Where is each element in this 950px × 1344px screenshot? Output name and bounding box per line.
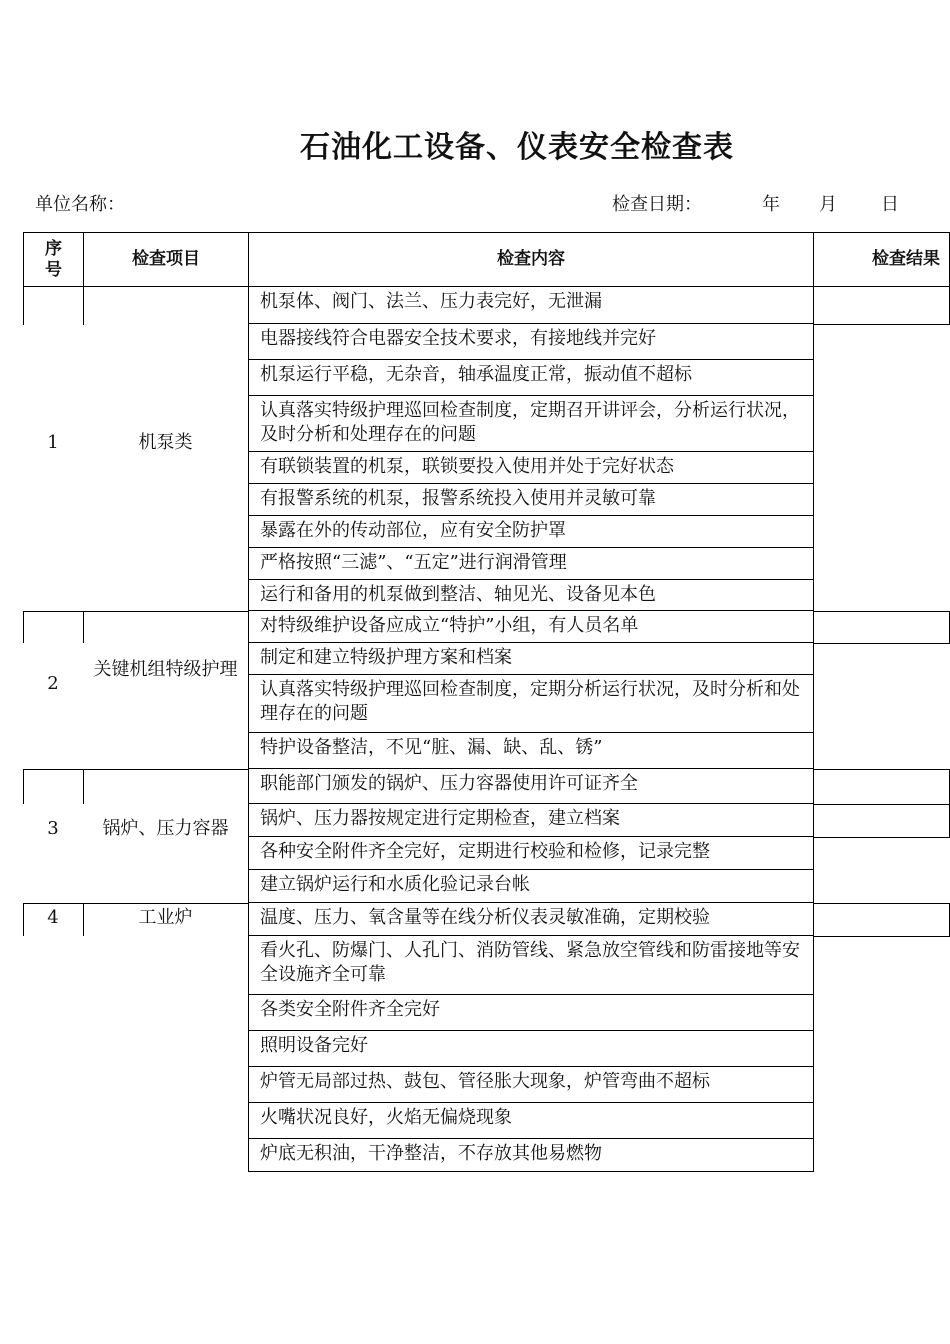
check-row: 暴露在外的传动部位，应有安全防护罩 bbox=[248, 516, 814, 548]
check-row: 温度、压力、氧含量等在线分析仪表灵敏准确，定期校验 bbox=[248, 903, 814, 936]
check-row: 各类安全附件齐全完好 bbox=[248, 995, 814, 1031]
category-name: 锅炉、压力容器 bbox=[102, 818, 229, 839]
header-content: 检查内容 bbox=[248, 232, 814, 287]
check-row: 电器接线符合电器安全技术要求，有接地线并完好 bbox=[248, 324, 814, 360]
check-row: 认真落实特级护理巡回检查制度，定期召开讲评会，分析运行状况，及时分析和处理存在的问题 bbox=[248, 396, 814, 452]
check-row: 锅炉、压力器按规定进行定期检查，建立档案 bbox=[248, 804, 814, 837]
check-row: 炉管无局部过热、鼓包、管径胀大现象，炉管弯曲不超标 bbox=[248, 1067, 814, 1103]
header-result: 检查结果 bbox=[814, 232, 950, 287]
check-row: 机泵运行平稳，无杂音，轴承温度正常，振动值不超标 bbox=[248, 360, 814, 396]
header-seq bbox=[23, 232, 83, 287]
check-row: 严格按照“三滤”、“五定”进行润滑管理 bbox=[248, 548, 814, 580]
date-month: 月 bbox=[819, 194, 837, 215]
header-item: 检查项目 bbox=[83, 232, 248, 287]
category-name: 工业炉 bbox=[138, 907, 193, 928]
check-row: 有报警系统的机泵，报警系统投入使用并灵敏可靠 bbox=[248, 484, 814, 516]
check-row: 火嘴状况良好，火焰无偏烧现象 bbox=[248, 1103, 814, 1139]
check-row: 各种安全附件齐全完好，定期进行校验和检修，记录完整 bbox=[248, 837, 814, 870]
check-row: 看火孔、防爆门、人孔门、消防管线、紧急放空管线和防雷接地等安全设施齐全可靠 bbox=[248, 936, 814, 995]
check-row: 认真落实特级护理巡回检查制度，定期分析运行状况，及时分析和处理存在的问题 bbox=[248, 675, 814, 733]
category-number: 4 bbox=[47, 907, 59, 928]
check-row: 特护设备整洁，不见“脏、漏、缺、乱、锈” bbox=[248, 733, 814, 769]
date-day: 日 bbox=[881, 194, 899, 215]
category-name: 关键机组特级护理 bbox=[93, 659, 238, 680]
check-row: 机泵体、阀门、法兰、压力表完好，无泄漏 bbox=[248, 287, 814, 324]
check-row: 照明设备完好 bbox=[248, 1031, 814, 1067]
check-row: 建立锅炉运行和水质化验记录台帐 bbox=[248, 870, 814, 903]
check-row: 制定和建立特级护理方案和档案 bbox=[248, 643, 814, 675]
category-name: 机泵类 bbox=[138, 432, 193, 453]
category-number: 3 bbox=[47, 818, 59, 839]
date-label: 检查日期： bbox=[612, 194, 702, 215]
check-row: 对特级维护设备应成立“特护”小组，有人员名单 bbox=[248, 611, 814, 643]
check-row: 有联锁装置的机泵，联锁要投入使用并处于完好状态 bbox=[248, 452, 814, 484]
check-row: 炉底无积油，干净整洁，不存放其他易燃物 bbox=[248, 1139, 814, 1172]
header-seq-label: 序号 bbox=[45, 238, 62, 280]
category-number: 2 bbox=[47, 673, 59, 694]
unit-name-label: 单位名称： bbox=[35, 194, 125, 215]
category-number: 1 bbox=[47, 432, 59, 453]
date-year: 年 bbox=[762, 194, 780, 215]
check-row: 运行和备用的机泵做到整洁、轴见光、设备见本色 bbox=[248, 580, 814, 611]
page-title: 石油化工设备、仪表安全检查表 bbox=[300, 130, 734, 165]
check-row: 职能部门颁发的锅炉、压力容器使用许可证齐全 bbox=[248, 769, 814, 804]
inspection-date bbox=[612, 190, 899, 216]
